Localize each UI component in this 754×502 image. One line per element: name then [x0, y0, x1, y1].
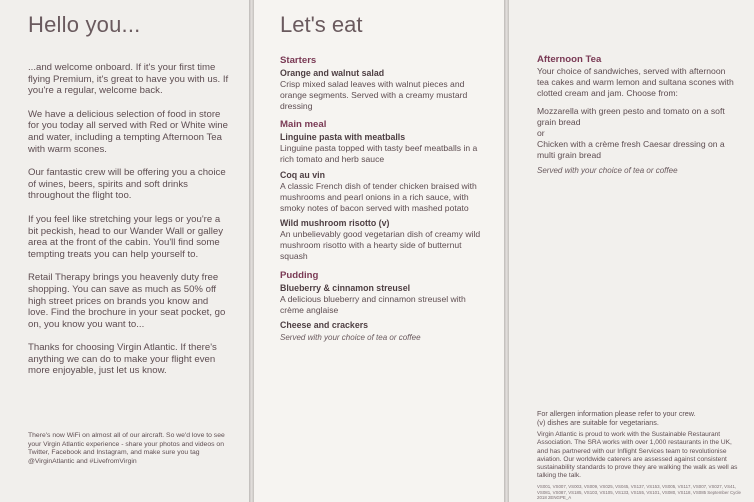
- dish-description: Linguine pasta topped with tasty beef meatballs in a rich tomato and herb sauce: [280, 143, 478, 165]
- allergen-line: For allergen information please refer to your crew.: [537, 409, 696, 418]
- main-meal-section: [280, 119, 490, 261]
- dish-name: Blueberry & cinnamon streusel: [280, 282, 411, 293]
- dish-name: Linguine pasta with meatballs: [280, 132, 406, 143]
- dish-name: Orange and walnut salad: [280, 68, 385, 78]
- or-separator: or: [537, 127, 545, 138]
- served-note: Served with your choice of tea or coffee: [280, 333, 421, 343]
- menu-panel: [254, 0, 504, 502]
- hello-title: Hello you...: [28, 12, 141, 37]
- wander-wall-paragraph: If you feel like stretching your legs or you're a bit peckish, head to our Wander Wall or galley area at the front of the cabin. You'll find some tempting treats you can help yourself to.: [28, 213, 223, 260]
- afternoon-tea-intro: Your choice of sandwiches, served with afternoon tea cakes and warm lemon and sultana scones with clotted cream and jam. Choose from:: [537, 66, 734, 98]
- flight-codes: VS001, VS007, VS003, VS009, VS025, VS045, VS137, VS153, VS005, VS117, VS007, VS027, VS41, VS081, VS087, VS185, VS103, VS105, VS133, VS155, VS101, VS080, VS118, VS085 September Cycle 2018 2ENGPE_A: [537, 484, 741, 501]
- served-note: Served with your choice of tea or coffee: [537, 166, 678, 176]
- lets-eat-title: Let's eat: [280, 12, 363, 37]
- retail-therapy-paragraph: Retail Therapy brings you heavenly duty free shopping. You can save as much as 50% off high street prices on brands you know and love. Find the brochure in your seat pocket, go on, you know you want to...: [28, 272, 226, 330]
- welcome-text: [28, 62, 231, 377]
- main-meal-heading: Main meal: [280, 119, 327, 131]
- pudding-heading: Pudding: [280, 269, 319, 281]
- pudding-section: [280, 270, 490, 343]
- food-paragraph: We have a delicious selection of food in store for you today all served with Red or White wine and water, including a tempting Afternoon Tea with warm scones.: [28, 108, 228, 155]
- welcome-paragraph: ...and welcome onboard. If it's your first time flying Premium, it's great to have you with us. If you're a regular, welcome back.: [28, 62, 229, 97]
- sra-text: Virgin Atlantic is proud to work with the Sustainable Restaurant Association. The SRA works with over 1,000 restaurants in the UK, and has partnered with our Inflight Services team to revolutionise aviation. Our worldwide caterers are assessed against consistent sustainability standards to prove they are walking the walk as well as talking the talk.: [537, 431, 738, 480]
- dish-description: A classic French dish of tender chicken braised with mushrooms and pearl onions in a rich sauce, with smoky notes of bacon served with mashed potato: [280, 180, 477, 213]
- dish-description: Crisp mixed salad leaves with walnut pieces and orange segments. Served with a creamy mustard dressing: [280, 79, 468, 111]
- vegetarian-line: (v) dishes are suitable for vegetarians.: [537, 417, 659, 427]
- dish-description: An unbelievably good vegetarian dish of creamy wild mushroom risotto with a hearty side of butternut squash: [280, 229, 481, 261]
- starters-heading: Starters: [280, 55, 317, 66]
- crew-paragraph: Our fantastic crew will be offering you a choice of wines, beers, spirits and soft drinks throughout the flight too.: [28, 167, 226, 202]
- dish-name: Cheese and crackers: [280, 320, 369, 331]
- starters-section: [280, 55, 490, 111]
- dish-description: A delicious blueberry and cinnamon streusel with crème anglaise: [280, 293, 466, 315]
- thanks-paragraph: Thanks for choosing Virgin Atlantic. If there's anything we can do to make your flight even more enjoyable, just let us know.: [28, 342, 217, 377]
- allergen-info: [537, 410, 742, 501]
- dish-name: Coq au vin: [280, 169, 325, 180]
- sandwich-option: Mozzarella with green pesto and tomato on a soft grain bread: [537, 106, 725, 128]
- wifi-note: There's now WiFi on almost all of our aircraft. So we'd love to see your Virgin Atlantic experience - share your photos and videos on Twitter, Facebook and Instagram, and make sure you tag @VirginAtlantic and #LivefromVirgin: [28, 432, 225, 465]
- welcome-panel: [0, 0, 249, 502]
- sandwich-option: Chicken with a crème fresh Caesar dressing on a multi grain bread: [537, 138, 725, 160]
- dish-name: Wild mushroom risotto (v): [280, 218, 390, 229]
- afternoon-tea-heading: Afternoon Tea: [537, 54, 602, 65]
